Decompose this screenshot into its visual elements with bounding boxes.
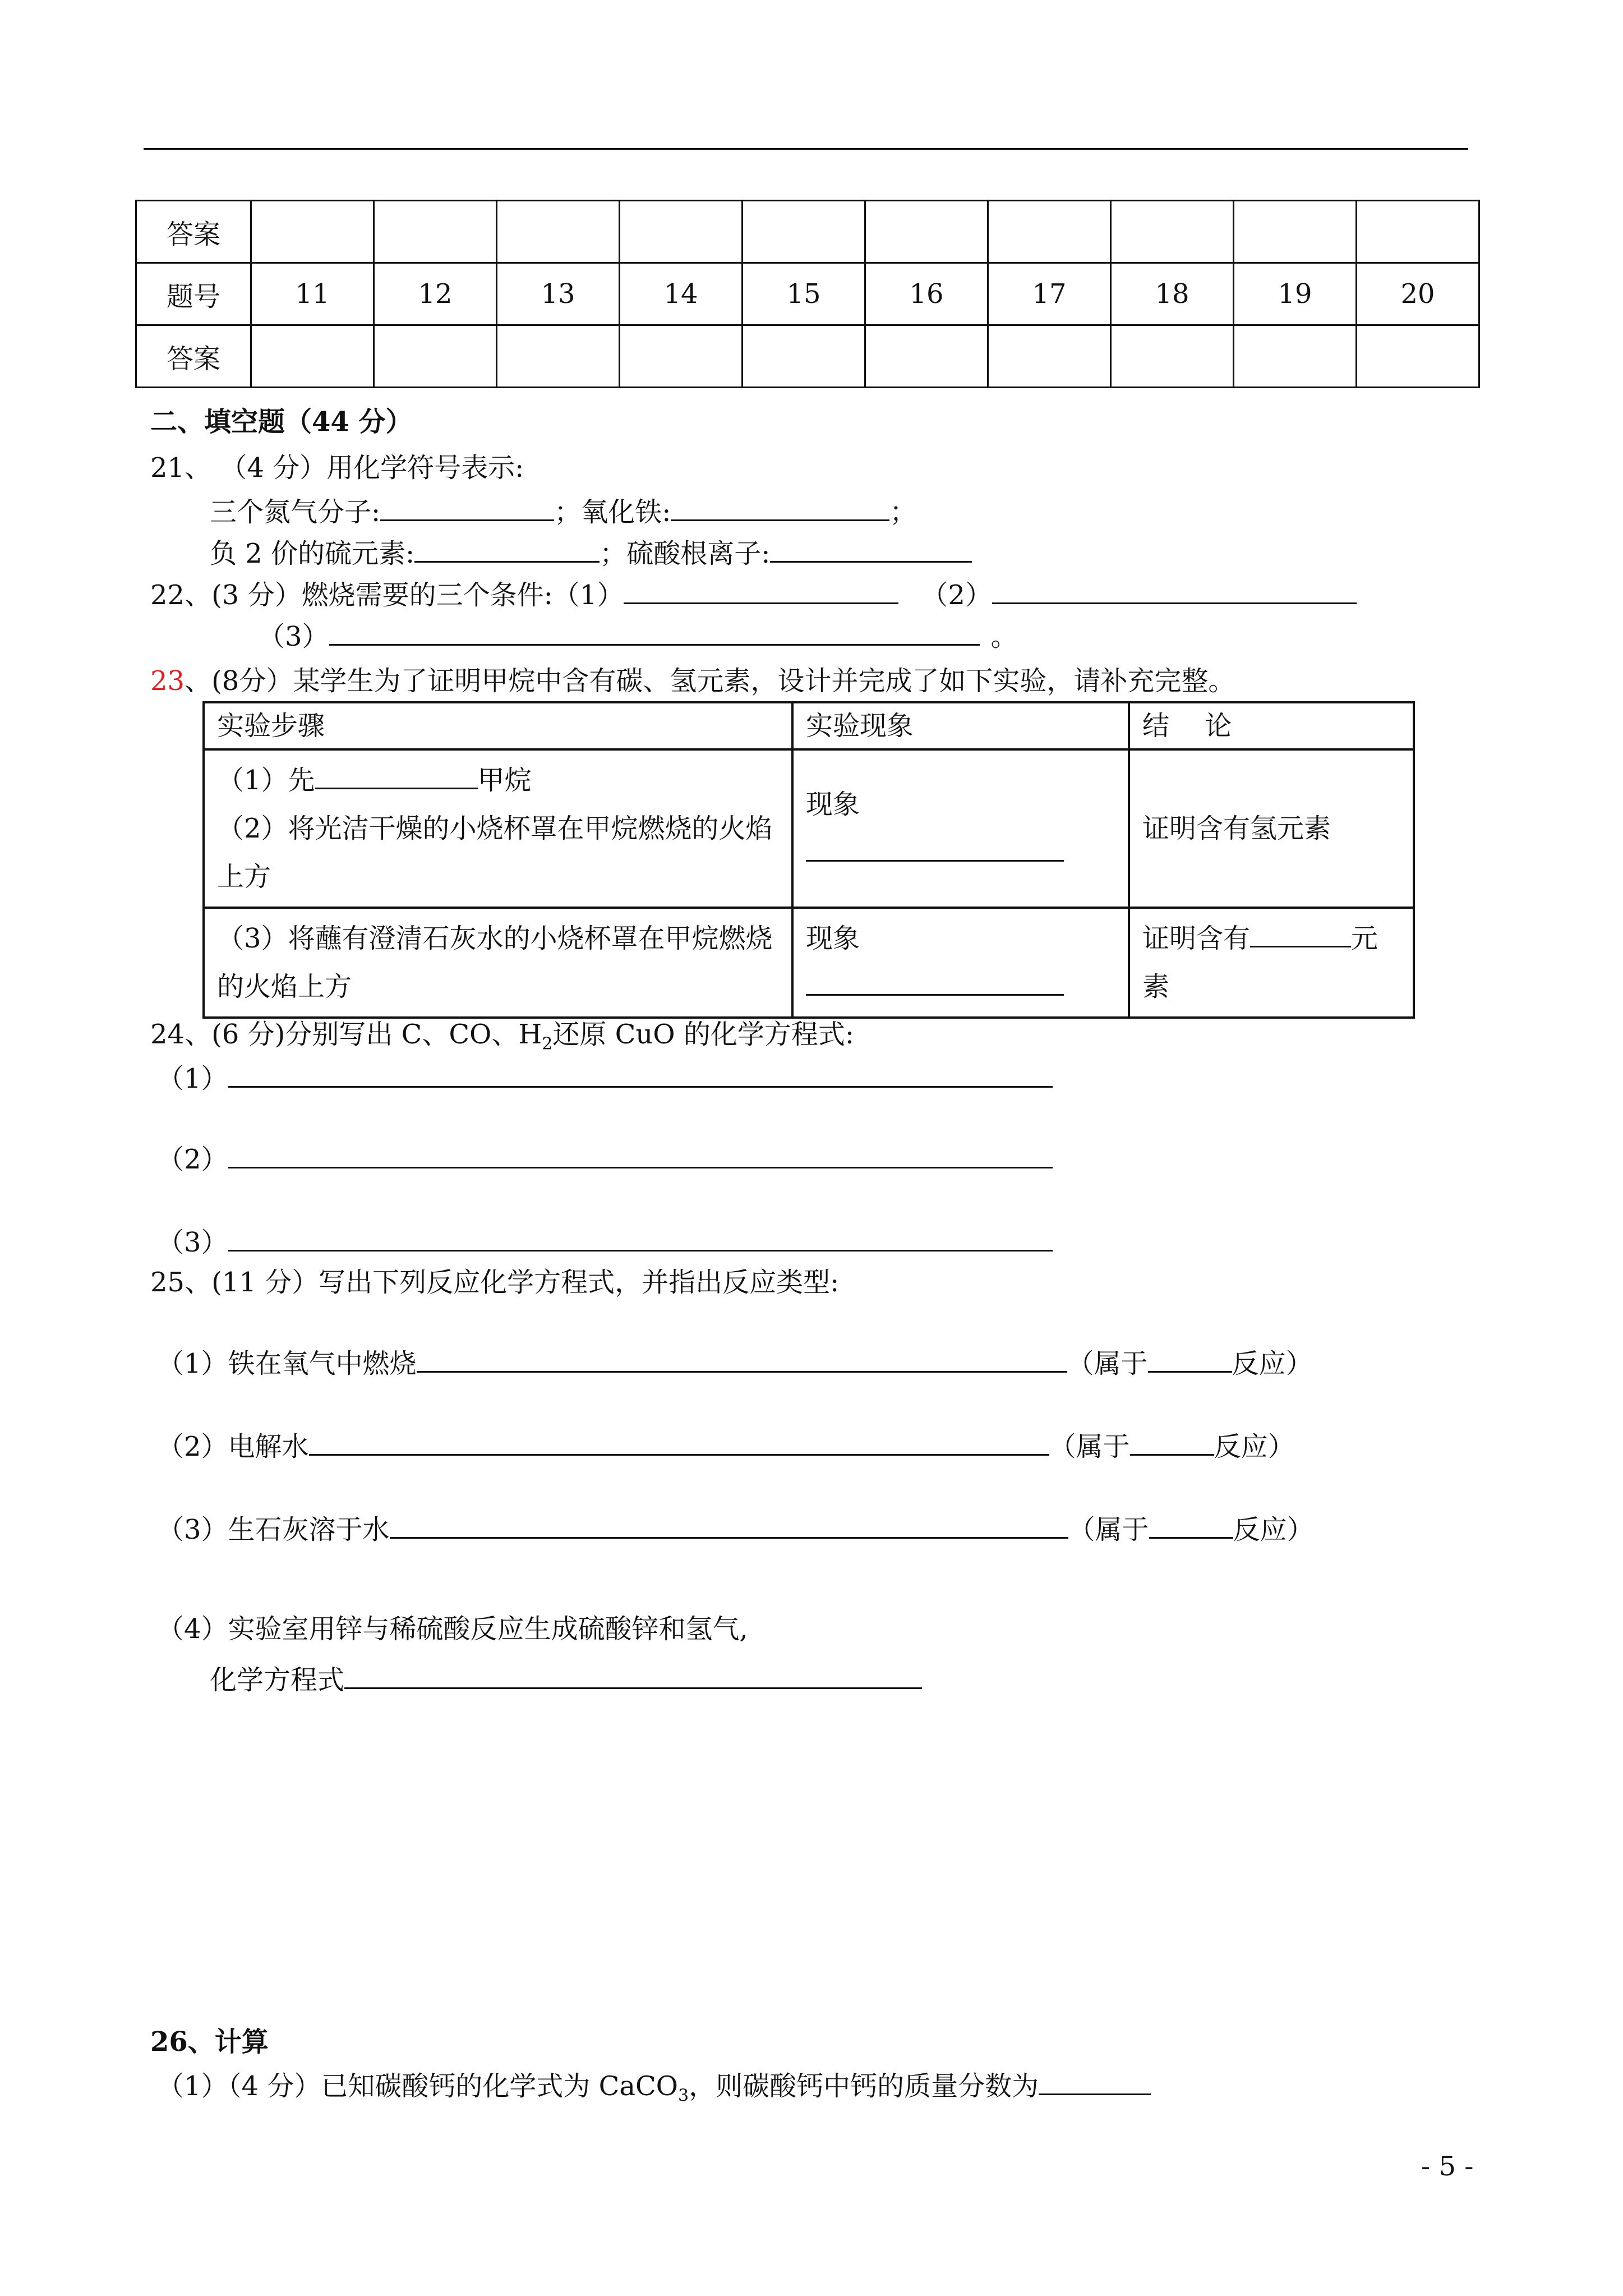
- q21-label-b: 负 2 价的硫元素:: [210, 538, 415, 569]
- q21-blank-3[interactable]: [414, 539, 600, 563]
- q21-stem: 21、 （4 分）用化学符号表示:: [150, 452, 524, 484]
- answer-cell[interactable]: [251, 201, 374, 263]
- q25-label-4b: 化学方程式: [210, 1664, 345, 1696]
- experiment-header-row: [204, 702, 1414, 749]
- steps-cell-1: [204, 749, 792, 908]
- question-number: 12: [374, 263, 497, 325]
- number-label: 题号: [136, 263, 251, 325]
- answer-cell[interactable]: [1234, 201, 1357, 263]
- q22-line1: [150, 580, 1357, 609]
- q25-label-1: （1）铁在氧气中燃烧: [157, 1348, 417, 1379]
- experiment-row-1: [204, 749, 1414, 908]
- answer-cell[interactable]: [620, 201, 743, 263]
- header-rule: [144, 148, 1468, 150]
- step1-prefix: （1）先: [217, 765, 315, 796]
- q22-blank-3[interactable]: [329, 622, 980, 646]
- step1-suffix: 甲烷: [477, 765, 532, 796]
- q24-stem: [150, 1021, 854, 1053]
- q21-blank-2[interactable]: [671, 497, 889, 521]
- phenomenon-label: 现象: [806, 789, 860, 820]
- phenomenon-cell-2: [792, 908, 1129, 1018]
- conclusion2-suffix: 元素: [1142, 923, 1378, 1002]
- q25-type-blank-3[interactable]: [1149, 1515, 1233, 1539]
- page-number: - 5 -: [1421, 2151, 1474, 2182]
- q24-item-3: [157, 1227, 1053, 1256]
- q25-blank-2[interactable]: [309, 1432, 1049, 1456]
- q23-stem: [150, 665, 1235, 697]
- q26-blank-1[interactable]: [1039, 2071, 1151, 2095]
- q22-stem: 22、(3 分）燃烧需要的三个条件:（1）: [150, 579, 624, 611]
- answer-cell[interactable]: [865, 325, 988, 388]
- q24-item-1: [157, 1064, 1053, 1092]
- q21-line2: [210, 539, 972, 567]
- answer-label: 答案: [136, 325, 251, 388]
- phenomenon-cell-1: [792, 749, 1129, 908]
- q24-label-1: （1）: [157, 1063, 228, 1094]
- q22-line2: [258, 622, 1018, 650]
- answer-cell[interactable]: [865, 201, 988, 263]
- q21-sep-2: ；硫酸根离子:: [600, 538, 771, 569]
- q26-text-b: ，则碳酸钙中钙的质量分数为: [689, 2070, 1039, 2102]
- answer-cell[interactable]: [988, 325, 1111, 388]
- q22-label-2: （2）: [921, 579, 992, 611]
- q25-reaction-2: 反应）: [1214, 1431, 1295, 1462]
- q22-label-3: （3）: [258, 621, 329, 652]
- section-title: 二、填空题（44 分）: [150, 406, 413, 438]
- q24-label-3: （3）: [157, 1227, 228, 1258]
- q25-label-2: （2）电解水: [157, 1431, 309, 1462]
- answer-cell[interactable]: [1234, 325, 1357, 388]
- q25-item-2: [157, 1432, 1295, 1460]
- q25-reaction-3: 反应）: [1233, 1514, 1314, 1545]
- q25-item-1: [157, 1349, 1313, 1377]
- q25-type-blank-1[interactable]: [1148, 1349, 1232, 1373]
- q21-blank-4[interactable]: [770, 539, 972, 563]
- q23-number: 23: [150, 665, 185, 697]
- q21-sep-1: ；氧化铁:: [554, 496, 671, 528]
- q25-blank-3[interactable]: [390, 1515, 1068, 1539]
- q25-item-3: [157, 1515, 1314, 1543]
- answer-cell[interactable]: [251, 325, 374, 388]
- conclusion2-prefix: 证明含有: [1142, 923, 1251, 954]
- answer-cell[interactable]: [374, 201, 497, 263]
- q21-blank-1[interactable]: [380, 497, 554, 521]
- q24-stem-b: 还原 CuO 的化学方程式:: [552, 1019, 855, 1050]
- q25-reaction-1: 反应）: [1232, 1348, 1313, 1379]
- question-number: 19: [1234, 263, 1357, 325]
- step2-text: （2）将光洁干燥的小烧杯罩在甲烷燃烧的火焰上方: [217, 813, 773, 892]
- question-number: 11: [251, 263, 374, 325]
- q25-belong-3: （属于: [1068, 1514, 1149, 1545]
- q25-type-blank-2[interactable]: [1130, 1432, 1214, 1456]
- answer-cell[interactable]: [1111, 201, 1234, 263]
- q26-text-a: （1）（4 分）已知碳酸钙的化学式为 CaCO: [157, 2070, 679, 2102]
- answer-cell[interactable]: [1111, 325, 1234, 388]
- answer-cell[interactable]: [620, 325, 743, 388]
- q24-stem-a: 24、(6 分)分别写出 C、CO、H: [150, 1019, 542, 1050]
- q21-line1: [210, 497, 916, 526]
- experiment-table: [202, 701, 1415, 1019]
- question-number: 17: [988, 263, 1111, 325]
- question-number: 18: [1111, 263, 1234, 325]
- step1-blank[interactable]: [315, 765, 478, 789]
- q25-belong-2: （属于: [1049, 1431, 1130, 1462]
- answer-cell[interactable]: [743, 325, 865, 388]
- answer-row-top: [136, 201, 1479, 263]
- q24-blank-2[interactable]: [228, 1144, 1053, 1168]
- phenomenon-blank-2[interactable]: [806, 972, 1064, 996]
- phenomenon-label: 现象: [806, 923, 860, 954]
- question-number: 15: [743, 263, 865, 325]
- header-phenomenon: 实验现象: [792, 702, 1129, 749]
- q25-belong-1: （属于: [1067, 1348, 1148, 1379]
- q24-label-2: （2）: [157, 1144, 228, 1175]
- q22-blank-1[interactable]: [624, 580, 898, 604]
- question-number-row: [136, 263, 1479, 325]
- q25-label-3: （3）生石灰溶于水: [157, 1514, 390, 1545]
- q25-blank-4[interactable]: [344, 1665, 922, 1689]
- q21-end-1: ；: [889, 496, 917, 528]
- header-conclusion: 结 论: [1129, 702, 1414, 749]
- q24-blank-3[interactable]: [228, 1227, 1053, 1251]
- q23-text: 、(8分）某学生为了证明甲烷中含有碳、氢元素，设计并完成了如下实验，请补充完整。: [185, 665, 1235, 697]
- q24-item-2: [157, 1144, 1053, 1173]
- steps-cell-2: （3）将蘸有澄清石灰水的小烧杯罩在甲烷燃烧的火焰上方: [204, 908, 792, 1018]
- answer-cell[interactable]: [988, 201, 1111, 263]
- conclusion-cell-1: 证明含有氢元素: [1129, 749, 1414, 908]
- answer-cell[interactable]: [497, 325, 620, 388]
- question-number: 20: [1357, 263, 1479, 325]
- question-number: 14: [620, 263, 743, 325]
- q25-stem: 25、(11 分）写出下列反应化学方程式，并指出反应类型:: [150, 1267, 840, 1298]
- answer-table: [135, 200, 1480, 388]
- question-number: 16: [865, 263, 988, 325]
- question-number: 13: [497, 263, 620, 325]
- header-steps: 实验步骤: [204, 702, 792, 749]
- answer-cell[interactable]: [1357, 325, 1479, 388]
- q24-blank-1[interactable]: [228, 1064, 1053, 1088]
- conclusion-blank[interactable]: [1250, 923, 1351, 947]
- experiment-row-2: [204, 908, 1414, 1018]
- q26-item-1: [157, 2071, 1151, 2105]
- q25-item-4: （4）实验室用锌与稀硫酸反应生成硫酸锌和氢气,: [157, 1613, 748, 1645]
- answer-cell[interactable]: [1357, 201, 1479, 263]
- q26-subscript: 3: [678, 2086, 689, 2106]
- answer-cell[interactable]: [374, 325, 497, 388]
- q21-label-a: 三个氮气分子:: [210, 496, 381, 528]
- answer-cell[interactable]: [743, 201, 865, 263]
- q24-subscript: 2: [542, 1034, 553, 1054]
- conclusion-cell-2: [1129, 908, 1414, 1018]
- q26-title: 26、计算: [150, 2026, 269, 2058]
- answer-label: 答案: [136, 201, 251, 263]
- q25-item-4-line2: [210, 1665, 922, 1694]
- q22-end: 。: [990, 621, 1018, 652]
- q22-blank-2[interactable]: [992, 580, 1357, 604]
- answer-row-bottom: [136, 325, 1479, 388]
- answer-cell[interactable]: [497, 201, 620, 263]
- q25-blank-1[interactable]: [417, 1349, 1067, 1373]
- phenomenon-blank-1[interactable]: [806, 838, 1064, 862]
